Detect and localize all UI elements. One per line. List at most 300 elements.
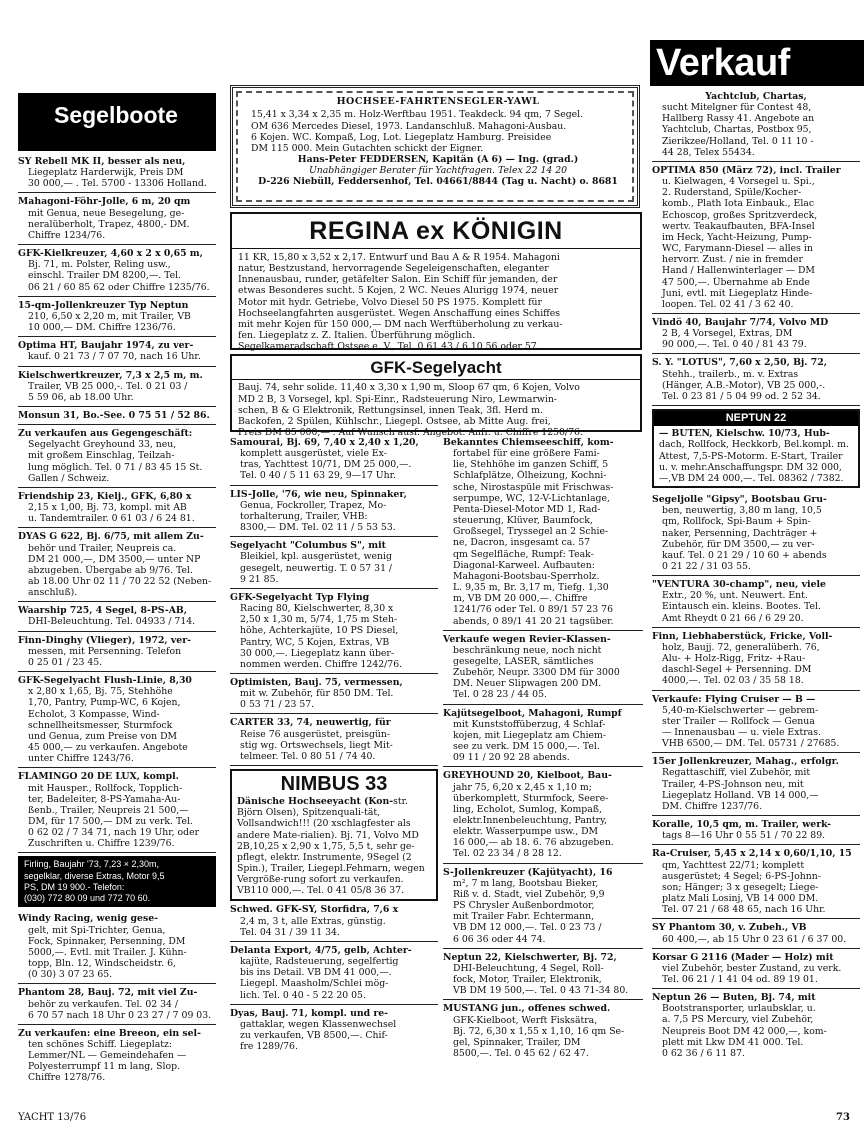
ad-line: Vindö 40, Baujahr 7/74, Volvo MD xyxy=(652,316,829,328)
footer-issue: YACHT 13/76 xyxy=(18,1112,87,1123)
ad-line: Bj. 72, 6,30 x 1,55 x 1,10, 16 qm Se- xyxy=(453,1025,625,1037)
ad-line: elektr. Wasserpumpe usw., DM xyxy=(453,826,599,838)
ad-line: Neptun 26 — Buten, Bj. 74, mit xyxy=(652,992,816,1004)
ad-line: 6 06 36 oder 44 74. xyxy=(453,933,546,945)
classified-ad xyxy=(652,691,860,754)
ad-line: schen, B & G Elektronik, Rettungsinsel, innen Teak, 3fl. Herd m. xyxy=(238,404,543,416)
ad-line: Stehh., trailerb., m. v. Extras xyxy=(662,368,799,380)
ad-line: kajüte, Radsteuerung, segelfertig xyxy=(240,956,399,968)
ad-line: 45 000,— zu verkaufen. Angebote xyxy=(28,742,188,754)
classified-ad xyxy=(443,1000,643,1062)
ad-line: DYAS G 622, Bj. 6/75, mit allem Zu- xyxy=(18,531,204,543)
ad-line: schnellheitsmesser, Sturmfock xyxy=(28,719,173,731)
ad-line: bis ins Detail. VB DM 41 000,—. xyxy=(240,967,392,979)
ad-line: Liegeplatz Holland. VB 14 000,— xyxy=(662,789,819,801)
ad-line: m, VB DM 20 000,—. Chiffre xyxy=(453,593,588,605)
ad-line: kauf. 0 21 73 / 7 07 70, nach 16 Uhr. xyxy=(28,351,201,363)
ad-line: Fehmarn, wegen Vergröße- xyxy=(237,863,425,886)
ad-line: Friendship 23, Kielj., GFK, 6,80 x xyxy=(18,490,192,502)
ad-line: 8500,—. Tel. 0 45 62 / 62 47. xyxy=(453,1047,589,1059)
ad-line: Schwed. GFK-SY, Storfidra, 7,6 x xyxy=(230,904,399,916)
ad-line: Zierikzee/Holland, Tel. 0 11 10 - xyxy=(662,135,814,147)
ad-line: OM 636 Mercedes Diesel, 1973. Landanschluß. Mahagoni-Ausbau. xyxy=(251,120,567,132)
ad-line: Kielschwertkreuzer, 7,3 x 2,5 m, m. xyxy=(18,369,203,381)
ad-line: Unabhängiger Berater für Yachtfragen. Telex 22 14 20 xyxy=(308,165,568,177)
ad-line: 2,15 x 1,00, Bj. 73, kompl. mit AB xyxy=(28,502,187,514)
ad-line: Bauj. 74, sehr solide. 11,40 x 3,30 x 1,90 m, Sloop 67 qm, 6 Kojen, Volvo xyxy=(238,382,580,394)
ad-title: NEPTUN 22 xyxy=(654,411,858,426)
ad-line: Pantry, WC, 5 Kojen, Extras, VB xyxy=(240,636,390,648)
ad-line: S-Jollenkreuzer (Kajütyacht), 16 xyxy=(443,866,613,878)
ad-line: DM. Chiffre 1237/76. xyxy=(662,800,763,812)
ad-line: Tel. 02 23 34 / 8 28 12. xyxy=(453,848,562,860)
ad-heading: HOCHSEE-FAHRTENSEGLER-YAWL xyxy=(336,96,540,107)
ad-line: sucht Mitelgner für Contest 48, xyxy=(662,102,812,114)
ad-line: viel Zubehör, bester Zustand, zu verk. xyxy=(662,962,842,974)
ad-line: mit w. Zubehör, für 850 DM. Tel. xyxy=(240,688,394,700)
ad-line: mit mehr Kojen für 150 000,— DM nach Werftüberholung zu verkau- xyxy=(238,318,563,330)
ad-regina xyxy=(230,212,642,353)
ad-line: Bootstransporter, urlaubsklar, u. xyxy=(662,1003,816,1015)
ad-line: Juni, evtl. mit Liegeplatz Hinde- xyxy=(662,287,813,299)
ad-line: komb., Plath Iota Einbauk., Elac xyxy=(662,198,815,210)
ad-line: Zu verkaufen aus Gegengeschäft: xyxy=(18,428,193,440)
ad-line: pflegt, elektr. Instrumente, 9 xyxy=(237,851,373,863)
classified-ad xyxy=(230,942,438,1005)
ad-line: Yachtclub, Chartas, Postbox 95, xyxy=(662,124,812,136)
ad-line: ter, Badeleiter, 8-PS-Yamaha-Au- xyxy=(28,793,181,805)
ad-line: sche, Nirostaspüle mit Frischwas- xyxy=(453,481,614,493)
ad-line: kauf. Tel. 0 21 29 / 10 60 + abends xyxy=(662,549,827,561)
ad-line: mit Kunststoffüberzug, 4 Schlaf- xyxy=(453,718,606,730)
ad-line: DHI-Beleuchtung. Tel. 04933 / 714. xyxy=(28,616,196,628)
ad-line: 11 KR, 15,80 x 3,52 x 2,17. Entwurf und Bau A & R 1954. Mahagoni xyxy=(238,252,560,263)
ad-line: Monsun 31, Bo.-See. 0 75 51 / 52 86. xyxy=(18,409,210,421)
ad-line: Genua, Fockroller, Trapez, Mo- xyxy=(240,499,387,511)
ad-line: Zu verkaufen: eine Breeon, ein sel- xyxy=(18,1027,201,1039)
classified-ad xyxy=(18,984,216,1024)
ad-line: serpumpe, WC, 12-V-Lichtanlage, xyxy=(453,492,610,504)
ad-gfk-segelyacht xyxy=(230,354,642,439)
ad-line: GREYHOUND 20, Kielboot, Bau- xyxy=(443,770,612,782)
ad-title: REGINA ex KÖNIGIN xyxy=(232,216,640,249)
ad-line: Diagonal-Karweel. Aufbauten: xyxy=(453,559,595,571)
ad-line: gattaklar, wegen Klassenwechsel xyxy=(240,1018,397,1030)
ad-line: ten schönes Schiff. Liegeplatz: xyxy=(28,1039,173,1050)
ad-line: LIS-Jolle, '76, wie neu, Spinnaker, xyxy=(230,488,407,500)
ad-line: GFK-Kielboot, Werft Fisksätra, xyxy=(453,1014,598,1026)
ad-line: mit Trailer Fabr. Echtermann, xyxy=(453,911,595,923)
ad-line: 0 21 22 / 31 03 55. xyxy=(662,560,751,572)
ad-line: 6 Kojen. WC. Kompaß, Log, Lot. Liegeplatz Hamburg. Preisidee xyxy=(251,131,552,143)
ad-line: MD 2 B, 3 Vorsegel, kpl. Spi-Einr., Radsteuerung Niro, Lewmarwin- xyxy=(238,393,557,405)
ad-line: gesegelt, neuwertig. T. 0 57 31 / xyxy=(240,562,393,574)
ad-line: 44 28, Telex 55434. xyxy=(662,146,755,158)
ad-line: Koralle, 10,5 qm, m. Trailer, werk- xyxy=(652,819,832,831)
ad-line: beschränkung neue, noch nicht xyxy=(453,644,602,656)
ad-nimbus xyxy=(230,769,438,901)
ad-line: daschl-Segel + Persenning. DM xyxy=(662,664,812,676)
ad-line: PS, DM 19 900.- Telefon: xyxy=(24,881,125,892)
ad-line: unter Chiffre 1243/76. xyxy=(28,753,134,765)
ad-line: Verkaufe: Flying Cruiser — B — xyxy=(652,693,816,705)
ad-line: 0 53 71 / 23 57. xyxy=(240,699,315,711)
classified-ad xyxy=(652,845,860,919)
ad-body xyxy=(238,252,634,352)
ad-line: see zu verk. DM 15 000,—. Tel. xyxy=(453,741,600,753)
ad-line: 6 70 57 nach 18 Uhr 0 23 27 / 7 09 03. xyxy=(28,1009,212,1021)
ad-line: Hallberg Rassy 41. Angebote an xyxy=(662,113,815,125)
ad-line: 210, 6,50 x 2,20 m, mit Trailer, VB xyxy=(28,310,191,322)
ad-line: 5,40-m-Kielschwerter — gebrem- xyxy=(662,704,819,716)
classified-ad xyxy=(18,768,216,853)
ad-line: neralüberholt, Trapez, 4800,- DM. xyxy=(28,218,190,230)
ad-line: a. 7,5 PS Mercury, viel Zubehör, xyxy=(662,1014,814,1026)
ad-line: holz, Baujj. 72, generalüberh. 76, xyxy=(662,641,820,653)
ad-line: DM 115 000. Mein Gutachten schickt der Eigner. xyxy=(251,142,484,154)
ad-line: L. 9,35 m, Br. 3,17 m, Tiefg. 1,30 xyxy=(453,582,609,594)
ad-line: gel, Spinnaker, Trailer, DM xyxy=(453,1036,581,1048)
ad-line: torhalterung, Trailer, VHB: xyxy=(240,510,368,522)
classified-ad xyxy=(18,425,216,488)
ad-hochsee-yawl xyxy=(230,85,640,208)
classified-ad xyxy=(443,631,643,705)
ad-line: fortabel für eine größere Fami- xyxy=(453,448,600,460)
ad-line: Schlafplätze, Ölheizung, Kochni- xyxy=(453,470,607,482)
ad-line: etwas Besonderes sucht. 5 Kojen, 2 WC. Neues Alurigg 1974, neuer xyxy=(238,285,559,297)
ad-line: mit großem Einschlag, Teilzah- xyxy=(28,450,175,462)
classified-ad xyxy=(18,245,216,297)
ad-line: Bleikiel, kpl. ausgerüstet, wenig xyxy=(240,551,392,563)
ad-line: Tel. 06 21 / 1 41 04 od. 89 19 01. xyxy=(662,973,818,985)
ad-line: m. E-Start, Trailer u. v. mehr. xyxy=(659,450,843,473)
ad-line: Liegeplatz Harderwijk, Preis DM xyxy=(28,167,184,179)
ad-line: Tel. 0 40 / 5 11 63 29, 9—17 Uhr. xyxy=(240,470,396,482)
ad-line: Gallen / Schweiz. xyxy=(28,472,110,484)
ad-line: naker, Persenning, Dachträger + xyxy=(662,527,818,539)
classified-ad xyxy=(652,949,860,989)
column-4 xyxy=(652,88,860,1062)
ad-line: Backofen, 2 Spülen, Kühlschr., Liegepl. Ostsee, ab Mitte Aug. frei, xyxy=(238,415,551,427)
ad-line: lich. Tel. 0 40 - 5 22 20 05. xyxy=(240,989,366,1001)
ad-line: Lemmer/NL — Gemeindehafen — xyxy=(28,1050,187,1062)
ad-line: Liegepl. Maasholm/Schlei mög- xyxy=(240,978,389,990)
ad-line: kojen, mit Liegeplatz am Chiem- xyxy=(453,729,606,741)
ad-line: S. Y. "LOTUS", 7,60 x 2,50, Bj. 72, xyxy=(652,357,827,369)
ad-line: D-226 Niebüll, Feddersenhof, Tel. 04661/8844 (Tag u. Nacht) o. 8681 xyxy=(258,176,618,188)
ad-line: telmeer. Tel. 0 80 51 / 74 40. xyxy=(240,750,376,762)
ad-line: topp, Bln. 12, Windscheidstr. 6, xyxy=(28,958,176,970)
ad-line: einschl. Trailer DM 8200,—. Tel. xyxy=(28,270,182,282)
ad-line: DM 21 000,—, DM 3500,— unter NP xyxy=(28,553,201,565)
ad-line: Korsar G 2116 (Mader — Holz) mit xyxy=(652,951,834,963)
ad-line: CARTER 33, 74, neuwertig, für xyxy=(230,717,391,729)
classified-ad xyxy=(18,1025,216,1087)
ad-line: ster Trailer — Rollfock — Genua xyxy=(662,715,815,727)
ad-line: Fock, Spinnaker, Persenning, DM xyxy=(28,935,186,947)
ad-line: platz Mali Losinj, VB 14 000 DM. xyxy=(662,893,819,905)
ad-line: 15-qm-Jollenkreuzer Typ Neptun xyxy=(18,299,189,311)
ad-line: 1241/76 oder Tel. 0 89/1 57 23 76 xyxy=(453,604,613,616)
ad-line: nommen werden. Chiffre 1242/76. xyxy=(240,658,403,670)
ad-body xyxy=(251,109,625,187)
classified-ad xyxy=(652,816,860,845)
ad-line: Tel. 07 21 / 68 48 65, nach 16 Uhr. xyxy=(662,904,826,916)
ad-line: u. Kielwagen, 4 Vorsegel u. Spi., xyxy=(662,176,815,188)
ad-line: (Hänger, A.B.-Motor), VB 25 000,-. xyxy=(662,379,826,391)
ad-line: Mahagoni-Bootsbau-Sperrholz. xyxy=(453,570,600,582)
ad-line: Neupreis Boot DM 42 000,—, kom- xyxy=(662,1025,827,1037)
ad-line: steuerung, Klüver, Baumfock, xyxy=(453,515,593,527)
classified-ad xyxy=(18,602,216,631)
ad-line: Chiffre 1278/76. xyxy=(28,1072,106,1084)
classified-ad xyxy=(230,674,438,714)
ad-line: Hand / Hallenwinterlager — DM xyxy=(662,265,815,277)
section-title: Segelboote xyxy=(54,102,178,128)
ad-line: zu verkaufen, VB 8500,—. Chif- xyxy=(240,1030,388,1042)
ad-line: tät, Vollsandwich!!! (20 x xyxy=(237,807,381,830)
classified-ad xyxy=(18,297,216,337)
ad-line: Dänische Hochseeyacht (Kon- xyxy=(237,796,394,808)
ad-line: 15,41 x 3,34 x 2,35 m. Holz-Werftbau 1951. Teakdeck. 94 qm, 7 Segel. xyxy=(251,109,584,121)
ad-line: (0 30) 3 07 23 65. xyxy=(28,969,113,981)
ad-line: plett mit Lkw DM 41 000. Tel. xyxy=(662,1036,804,1048)
ad-line: segelklar, diverse Extras, Motor 9,5 xyxy=(24,870,165,881)
ad-body xyxy=(238,382,634,438)
ad-line: 110 000,—. Tel. 0 41 05/8 36 37. xyxy=(250,885,405,897)
ad-line: Samourai, Bj. 69, 7,40 x 2,40 x 1,20, xyxy=(230,437,419,448)
ad-line: Polyesterrumpf 11 m lang, Slop. xyxy=(28,1061,181,1073)
ad-line: Anschaffungspr. DM 32 000,—, xyxy=(659,461,842,484)
ad-line: 2,4 m, 3 t, alle Extras, günstig. xyxy=(240,915,386,927)
ad-line: ling, Echolot, Sumlog, Kompaß, xyxy=(453,803,602,815)
ad-line: kompl. m. Attest, 7,5-PS-Motor xyxy=(659,439,849,462)
ad-line: fock, Motor, Trailer, Elektronik, xyxy=(453,974,602,986)
classified-ad xyxy=(230,537,438,589)
classified-ad xyxy=(18,193,216,245)
ad-line: dach, Rollfock, Heckkorb, Bel. xyxy=(659,439,803,451)
ad-line: VB DM 19 500,—. Tel. 0 43 71-34 80. xyxy=(453,985,629,997)
classified-ad xyxy=(652,314,860,354)
ad-line: 06 21 / 60 85 62 oder Chiffre 1235/76. xyxy=(28,281,210,293)
ad-firling xyxy=(18,856,216,907)
ad-line: 4000,—. Tel. 02 03 / 35 58 18. xyxy=(662,675,804,687)
classified-ad xyxy=(230,1005,438,1056)
ad-line: Zubehör, für DM 3500,— zu ver- xyxy=(662,538,815,550)
ad-line: 09 11 / 20 92 28 abends. xyxy=(453,752,570,764)
ad-line: Tel. 04 31 / 39 11 34. xyxy=(240,926,340,938)
ad-line: "VENTURA 30-champ", neu, viele xyxy=(652,579,826,591)
classified-ad xyxy=(18,407,216,425)
ad-line: elektr.Innenbeleuchtung, Pantry, xyxy=(453,815,608,826)
classified-ad xyxy=(18,367,216,407)
ad-line: Ra-Cruiser, 5,45 x 2,14 x 0,60/1,10, 15 xyxy=(652,848,852,860)
ad-line: qm Segelfläche, Rumpf: Teak- xyxy=(453,548,594,560)
classified-ad xyxy=(230,486,438,538)
ad-line: ben, neuwertig, 3,80 m lang, 10,5 xyxy=(662,505,822,517)
column-1 xyxy=(18,153,216,1087)
ad-line: ausgerüstet; 4 Segel; 6-PS-Johnn- xyxy=(662,870,821,882)
classified-ad xyxy=(443,864,643,949)
ad-line: Innenausbau, runder, getäfelter Salon. Ein Schiff für jemanden, der xyxy=(238,274,558,286)
ad-line: Eintausch ein. kleins. Bootes. Tel. xyxy=(662,601,821,613)
ad-line: Reise 76 ausgerüstet, preisgün- xyxy=(240,728,391,740)
classified-ad xyxy=(652,989,860,1062)
ad-line: Regattaschiff, viel Zubehör, mit xyxy=(662,767,811,779)
ad-line: gesegelte, LASER, sämtliches xyxy=(453,655,594,667)
ad-line: Dyas, Bauj. 71, kompl. und re- xyxy=(230,1007,388,1019)
banner-title: Verkauf xyxy=(656,42,790,84)
ad-line: Preis DM 85 000,— . Auf Wunsch ausf. Angebot. Anfr. u. Chiffre 1250/76. xyxy=(238,427,583,439)
ad-line: — Innenausbau — u. viele Extras. xyxy=(662,727,821,738)
ad-line: (030) 772 80 09 und 772 70 60. xyxy=(24,893,151,904)
ad-title: NIMBUS 33 xyxy=(280,773,388,796)
page-number: 73 xyxy=(836,1112,850,1123)
ad-line: im Heck, Yacht-Heizung, Pump- xyxy=(662,231,812,243)
classified-ad xyxy=(18,337,216,366)
ad-line: Trailer, VB 25 000,-. Tel. 0 21 03 / xyxy=(28,380,188,392)
ad-line: Segelyacht Greyhound 33, neu, xyxy=(28,439,177,451)
ad-line: rialien). Bj. 71, Volvo MD 2B, xyxy=(237,829,419,852)
ad-line: Tel. 0 23 81 / 5 04 99 od. 2 52 34. xyxy=(662,390,821,402)
ad-line: Trailer, 4-PS-Johnson neu, mit xyxy=(662,778,804,790)
ad-line: höhe, Achterkajüte, 10 PS Diesel, xyxy=(240,625,399,637)
ad-line: 5 59 06, ab 18.00 Uhr. xyxy=(28,391,134,403)
ad-line: Waarship 725, 4 Segel, 8-PS-AB, xyxy=(18,605,188,617)
ad-line: Großsegel, Tryssegel an 2 Schie- xyxy=(453,526,609,538)
ad-line: Alu- + Holz-Rigg, Fritz- +Rau- xyxy=(662,653,806,665)
ad-line: Zuschriften u. Chiffre 1239/76. xyxy=(28,838,175,850)
classified-ad xyxy=(18,488,216,528)
ad-line: Echoscop, großes Spritzverdeck, xyxy=(662,209,818,221)
ad-line: x 2,80 x 1,65, Bj. 75, Stehhöhe xyxy=(28,686,173,698)
ad-neptun22 xyxy=(652,409,860,488)
ad-line: Firling, Baujahr '73, 7,23 × 2,30m, xyxy=(24,859,160,870)
ad-line: Tel. 0 28 23 / 44 05. xyxy=(453,689,547,701)
ad-line: komplett ausgerüstet, viele Ex- xyxy=(240,448,387,460)
ad-line: natur, Bestzustand, hervorragende Segeleigenschaften, eleganter xyxy=(238,263,549,275)
ad-line: 2,50 x 1,30 m, 5/74, 1,75 m Steh- xyxy=(240,614,398,626)
ad-line: Windy Racing, wenig gese- xyxy=(18,913,158,925)
ad-line: 8300,— DM. Tel. 02 11 / 5 53 53. xyxy=(240,522,396,534)
ad-line: Neptun 22, Kielschwerter, Bj. 72, xyxy=(443,951,617,963)
ad-line: Chiffre 1234/76. xyxy=(28,229,106,241)
ad-line: 30 000,— . Tel. 5700 - 13306 Holland. xyxy=(28,178,207,190)
ad-line: tras, Yachttest 10/71, DM 25 000,—. xyxy=(240,459,412,471)
classified-ad xyxy=(18,672,216,768)
ad-line: str. Björn Olsen), Spitzenquali- xyxy=(237,796,409,819)
ad-line: 0 62 36 / 6 11 87. xyxy=(662,1047,745,1059)
ad-line: ne, Dacron, insgesamt ca. 57 xyxy=(453,537,591,549)
ad-line: 0 25 01 / 23 45. xyxy=(28,656,103,668)
ad-line: Echolot, 3 Kompasse, Wind- xyxy=(28,708,160,720)
ad-line: abends, 0 89/1 41 20 21 tagsüber. xyxy=(453,615,614,627)
ad-line: ab 18.00 Uhr 02 11 / 70 22 52 (Neben- xyxy=(28,576,212,587)
classified-ad xyxy=(18,153,216,193)
classified-ad xyxy=(230,589,438,674)
ad-line: Segel (2 Spin.), Trailer, Liegepl. xyxy=(237,851,412,874)
ad-line: tags 8—16 Uhr 0 55 51 / 70 22 89. xyxy=(662,830,826,842)
ad-line: VB DM 24 000,—. Tel. 08362 / 7382. xyxy=(671,472,844,484)
ad-line: Yachtclub, Chartas, xyxy=(705,91,807,102)
classified-ad xyxy=(443,767,643,863)
classified-ad xyxy=(652,576,860,628)
ad-line: mit Hausper., Rollfock, Topplich- xyxy=(28,782,183,794)
ad-line: Bj. 71, m. Polster, Reling usw., xyxy=(28,259,171,271)
ad-line: 10,25 x 2,90 x 1,75, 5,5 t, sehr ge- xyxy=(252,840,415,852)
ad-line: VHB 6500,— DM. Tel. 05731 / 27685. xyxy=(662,738,840,750)
ad-line: m², 7 m lang, Bootsbau Bieker, xyxy=(453,877,599,889)
ad-line: Zubehör, Neupr. 3300 DM für 3000 xyxy=(453,667,620,679)
ad-line: anschluß). xyxy=(28,587,78,599)
ad-line: Finn, Liebhaberstück, Fricke, Voll- xyxy=(652,630,833,642)
ad-line: FLAMINGO 20 DE LUX, kompl. xyxy=(18,771,179,783)
ad-line: fen. Liegeplatz z. Z. Italien. Überführung möglich. xyxy=(238,330,476,342)
ad-line: 1,70, Pantry, Pump-WC, 6 Kojen, xyxy=(28,697,181,709)
classified-ad xyxy=(443,434,643,631)
ad-line: 0 62 02 / 7 34 71, nach 19 Uhr, oder xyxy=(28,827,200,839)
ad-line: 2. Ruderstand, Spüle/Kocher- xyxy=(662,187,802,199)
ad-line: DM. Neuer Slipwagen 200 DM. xyxy=(453,678,602,690)
ad-line: Segeljolle "Gipsy", Bootsbau Gru- xyxy=(652,494,827,506)
verkauf-banner xyxy=(650,40,864,86)
ad-line: gelt, mit Spi-Trichter, Genua, xyxy=(28,924,166,936)
ad-line: VB DM 12 000,—. Tel. 0 23 73 / xyxy=(453,922,602,934)
ad-line: mit Genua, neue Besegelung, ge- xyxy=(28,207,185,219)
ad-line: behör und Trailer, Neupreis ca. xyxy=(28,542,177,554)
classified-ad xyxy=(652,628,860,691)
ad-line: Racing 80, Kielschwerter, 8,30 x xyxy=(240,603,394,615)
ad-line: rung sofort zu verkaufen. VB xyxy=(237,874,404,897)
ad-line: DM, für 17 500,— DM zu verk. Tel. xyxy=(28,815,193,827)
ad-line: DHI-Beleuchtung, 4 Segel, Roll- xyxy=(453,962,604,974)
classified-ad xyxy=(443,705,643,768)
ad-line: und Genua, zum Preise von DM xyxy=(28,730,178,742)
ad-line: 30 000,—. Liegeplatz kann über- xyxy=(240,647,394,659)
ad-line: GFK-Segelyacht Flush-Linie, 8,30 xyxy=(18,675,192,687)
ad-line: fre 1289/76. xyxy=(240,1041,298,1053)
ad-line: wertv. Teakaufbauten, BFA-Insel xyxy=(662,220,815,232)
ad-line: jahr 75, 6,20 x 2,45 x 1,10 m; xyxy=(453,781,592,793)
ad-line: Finn-Dinghy (Vlieger), 1972, ver- xyxy=(18,634,191,646)
ad-line: Penta-Diesel-Motor MD 1, Rad- xyxy=(453,503,601,515)
classified-ad xyxy=(443,949,643,1001)
ad-line: Mahagoni-Föhr-Jolle, 6 m, 20 qm xyxy=(18,196,191,208)
ad-line: Phantom 28, Bauj. 72, mit viel Zu- xyxy=(18,987,198,999)
ad-line: hervorr. Zust. / nie in fremder xyxy=(662,254,803,266)
ad-line: Verkaufe wegen Revier-Klassen- xyxy=(443,633,611,645)
ad-line: OPTIMA 850 (März 72), incl. Trailer xyxy=(652,164,841,176)
ad-line: schlagfester als andere Mate- xyxy=(237,818,411,841)
classified-ad xyxy=(652,162,860,314)
ad-line: Optima HT, Baujahr 1974, zu ver- xyxy=(18,340,194,352)
classified-ad xyxy=(652,354,860,406)
ad-line: Bekanntes Chiemseeschiff, kom- xyxy=(443,437,614,448)
ad-line: Riß v. d. Stadt, viel Zubehör, 9,9 xyxy=(453,888,605,900)
ad-line: loopen. Tel. 02 41 / 3 62 40. xyxy=(662,298,794,310)
ad-line: GFK-Kielkreuzer, 4,60 x 2 x 0,65 m, xyxy=(18,248,203,260)
classified-ad xyxy=(652,491,860,576)
ad-line: Segelkameradschaft Ostsee e. V., Tel. 0 61 43 / 6 10 56 oder 57. xyxy=(238,341,540,353)
classified-ad xyxy=(18,632,216,672)
column-2 xyxy=(230,434,438,1055)
ad-line: 60 400,—, ab 15 Uhr 0 23 61 / 6 37 00. xyxy=(662,933,847,945)
ad-line: 90 000,—. Tel. 0 40 / 81 43 79. xyxy=(662,339,807,351)
classified-ad xyxy=(652,88,860,162)
ad-title: GFK-Segelyacht xyxy=(232,358,640,380)
ad-line: SY Phantom 30, v. Zubeh., VB xyxy=(652,922,807,934)
ad-line: u. Tandemtrailer. 0 61 03 / 6 24 81. xyxy=(28,513,195,525)
